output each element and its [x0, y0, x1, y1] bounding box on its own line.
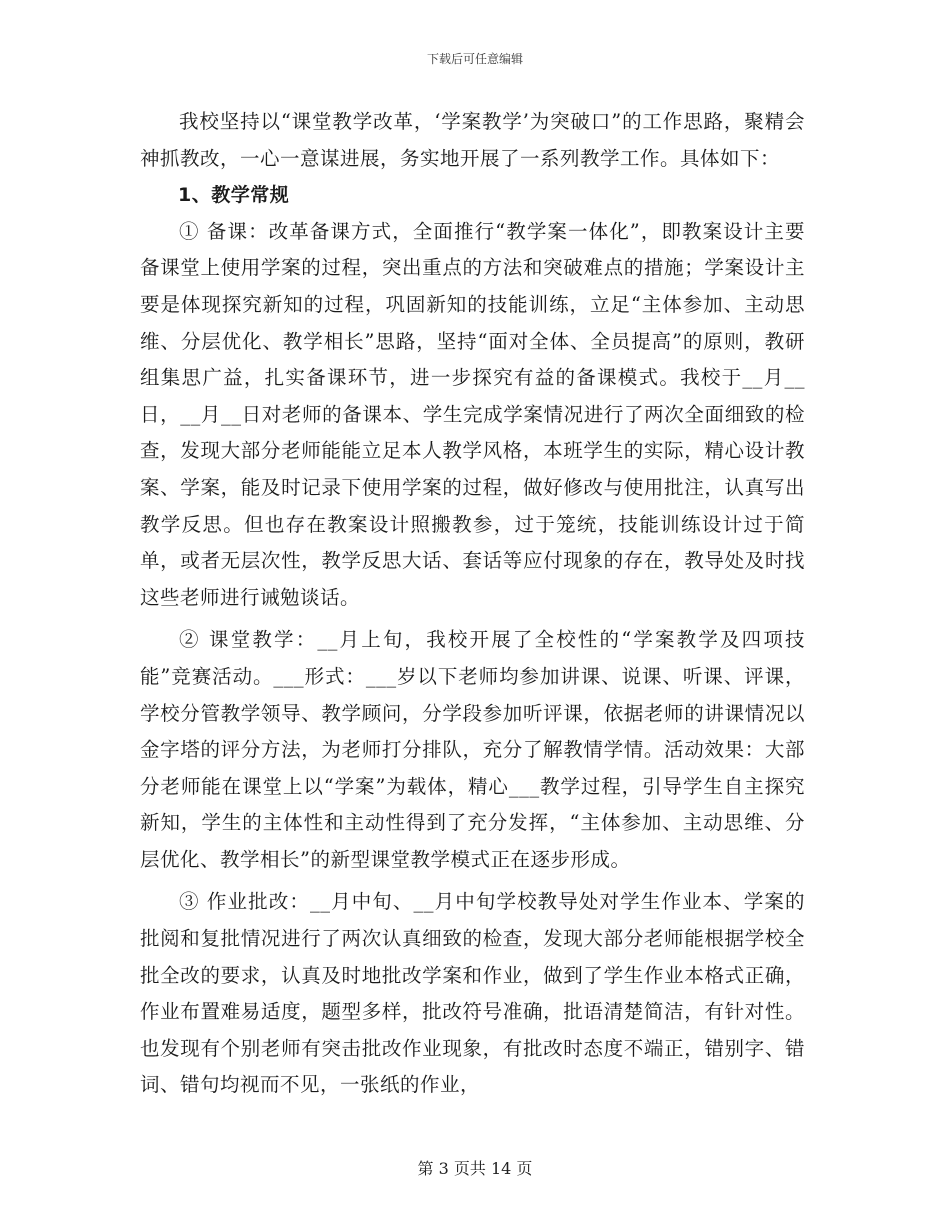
- paragraph-homework-correction: ③ 作业批改：__月中旬、__月中旬学校教导处对学生作业本、学案的批阅和复批情况进行了两次认真细致的检查，发现大部分老师能根据学校全批全改的要求，认真及时地批改学案和作业，做到了学生作业本格式正确，作业布置难易适度，题型多样，批改符号准确，批语清楚简洁，有针对性。也发现有个别老师有突击批改作业现象，有批改时态度不端正，错别字、错词、错句均视而不见，一张纸的作业，: [140, 890, 805, 1097]
- paragraph-classroom-teaching: ② 课堂教学：__月上旬，我校开展了全校性的“学案教学及四项技能”竞赛活动。___形式：___岁以下老师均参加讲课、说课、听课、评课，学校分管教学领导、教学顾问，分学段参加听评课，依据老师的讲课情况以金字塔的评分方法，为老师打分排队，充分了解教情学情。活动效果：大部分老师能在课堂上以“学案”为载体，精心___教学过程，引导学生自主探究新知，学生的主体性和主动性得到了充分发挥，“主体参加、主动思维、分层优化、教学相长”的新型课堂教学模式正在逐步形成。: [140, 628, 805, 871]
- paragraph-lesson-preparation: ① 备课：改革备课方式，全面推行“教学案一体化”，即教案设计主要备课堂上使用学案的过程，突出重点的方法和突破难点的措施；学案设计主要是体现探究新知的过程，巩固新知的技能训练，立足“主体参加、主动思维、分层优化、教学相长”思路，坚持“面对全体、全员提高”的原则，教研组集思广益，扎实备课环节，进一步探究有益的备课模式。我校于__月__日，__月__日对老师的备课本、学生完成学案情况进行了两次全面细致的检查，发现大部分老师能能立足本人教学风格，本班学生的实际，精心设计教案、学案，能及时记录下使用学案的过程，做好修改与使用批注，认真写出教学反思。但也存在教案设计照搬教参，过于笼统，技能训练设计过于简单，或者无层次性，教学反思大话、套话等应付现象的存在，教导处及时找这些老师进行诫勉谈话。: [140, 219, 805, 609]
- page-footer: 第 3 页共 14 页: [417, 1159, 533, 1178]
- section-heading-teaching-routine: 1、教学常规: [178, 184, 290, 207]
- document-body: [140, 104, 805, 1104]
- intro-paragraph: 我校坚持以“课堂教学改革，‘学案教学’为突破口”的工作思路，聚精会神抓教改，一心一意谋进展，务实地开展了一系列教学工作。具体如下：: [140, 110, 805, 170]
- page-header: 下载后可任意编辑: [426, 52, 523, 66]
